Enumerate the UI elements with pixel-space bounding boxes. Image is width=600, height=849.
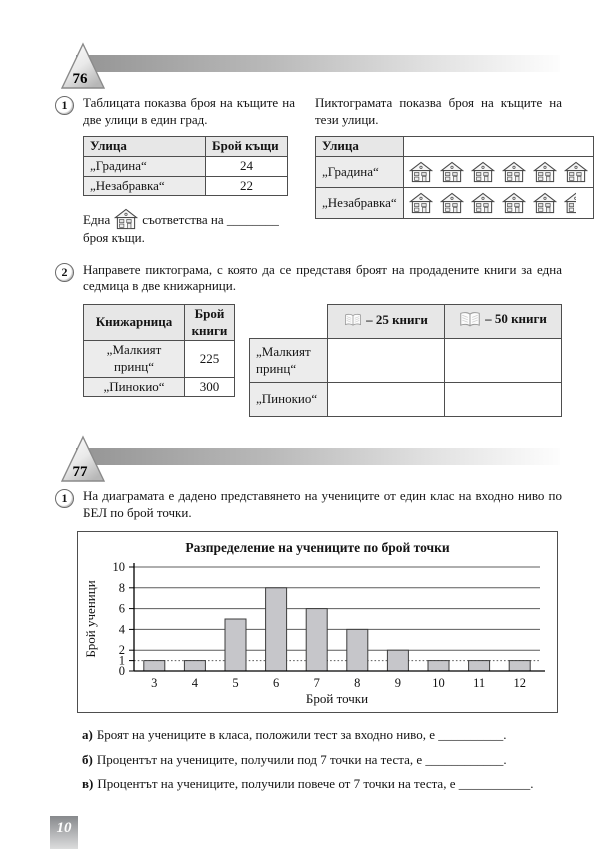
pictogram-row	[316, 187, 594, 218]
svg-text:Брой точки: Брой точки	[305, 690, 369, 706]
fill-in-text-after: съответства на ________ броя къщи.	[83, 212, 279, 246]
svg-text:9: 9	[394, 675, 402, 690]
chart-title: Разпределение на учениците по брой точки	[185, 540, 450, 556]
house-icon	[471, 192, 495, 214]
svg-text:1: 1	[118, 653, 125, 668]
svg-text:6: 6	[118, 601, 125, 616]
house-icon	[502, 192, 526, 214]
books-count-table	[83, 304, 235, 397]
template-shop-cell: „Пинокио“	[250, 383, 328, 417]
books-table-header-count: Брой книги	[185, 305, 235, 341]
template-empty-cell	[445, 339, 562, 383]
house-count-cell: 22	[206, 176, 288, 196]
books-table-header-shop: Книжарница	[84, 305, 185, 341]
house-icon	[471, 161, 495, 183]
house-icon	[440, 161, 464, 183]
house-icon	[564, 161, 588, 183]
street-name-cell: „Градина“	[84, 156, 206, 176]
question-b	[82, 752, 562, 769]
exercise-number-badge: 1	[55, 489, 74, 508]
question-a	[82, 727, 562, 744]
house-icon	[440, 192, 464, 214]
svg-text:3: 3	[151, 675, 158, 690]
houses-pictogram-table	[315, 136, 594, 219]
question-b-text: Процентът на учениците, получили под 7 точки на теста, е ____________.	[96, 751, 507, 767]
template-row	[250, 339, 562, 383]
svg-text:2: 2	[118, 642, 125, 657]
pictogram-template-table	[249, 304, 562, 417]
table-row	[84, 341, 235, 377]
table-row	[84, 156, 288, 176]
svg-text:10: 10	[112, 559, 125, 574]
chart-svg	[82, 559, 553, 707]
house-icon	[533, 161, 557, 183]
question-a-label: а)	[82, 727, 93, 743]
banner-76-number: 76	[72, 71, 88, 87]
house-icon	[114, 208, 138, 230]
shop-name-cell: „Малкият принц“	[84, 341, 185, 377]
banner-77	[55, 435, 562, 482]
house-icon	[409, 161, 433, 183]
houses-table-header-count: Брой къщи	[206, 137, 288, 157]
fill-in-sentence	[83, 208, 301, 247]
house-icon	[409, 192, 433, 214]
triangle-76-icon	[60, 42, 106, 90]
pictogram-header-street: Улица	[316, 137, 404, 157]
books-count-cell: 225	[185, 341, 235, 377]
book-icon	[459, 311, 481, 328]
pictogram-header-empty	[403, 137, 593, 157]
svg-text:4: 4	[191, 675, 199, 690]
template-empty-cell	[445, 383, 562, 417]
workbook-page	[0, 42, 600, 793]
fill-in-text-before: Една	[83, 212, 111, 228]
exercise-76-2	[55, 262, 562, 417]
page-number: 10	[50, 816, 78, 849]
question-v-label: в)	[82, 776, 94, 792]
exercise-77-1	[55, 488, 562, 521]
house-count-cell: 24	[206, 156, 288, 176]
exercise-number-badge: 2	[55, 263, 74, 282]
svg-text:8: 8	[118, 580, 125, 595]
houses-count-table	[83, 136, 288, 196]
svg-text:10: 10	[432, 675, 445, 690]
exercise-76-1-right-text: Пиктограмата показва броя на къщите на тези улици.	[315, 95, 562, 127]
svg-text:4: 4	[118, 621, 125, 636]
house-icon	[533, 192, 557, 214]
question-v-text: Процентът на учениците, получили повече от 7 точки на теста, е ___________.	[97, 776, 534, 792]
pictogram-street-cell: „Градина“	[316, 156, 404, 187]
svg-text:11: 11	[473, 675, 486, 690]
banner-76	[55, 42, 562, 89]
pictogram-houses-cell	[403, 156, 593, 187]
question-a-text: Броят на учениците в класа, положили тест за входно ниво, е __________.	[96, 727, 507, 743]
house-icon	[502, 161, 526, 183]
pictogram-houses-cell	[403, 187, 593, 218]
svg-text:12: 12	[513, 675, 526, 690]
table-row	[84, 377, 235, 397]
book-icon	[344, 313, 362, 327]
legend-25-label: – 25 книги	[366, 311, 428, 327]
template-empty-cell	[328, 383, 445, 417]
banner-gradient-bar	[76, 448, 560, 465]
template-shop-cell: „Малкият принц“	[250, 339, 328, 383]
exercise-76-2-text: Направете пиктограма, с която да се представя броят на продадените книги за една седмица в две книжарници.	[83, 261, 562, 294]
pictogram-row	[316, 156, 594, 187]
exercise-number-badge: 1	[55, 96, 74, 115]
banner-77-number: 77	[72, 464, 88, 480]
questions-list	[82, 727, 562, 793]
template-empty-cell	[328, 339, 445, 383]
exercise-77-1-text: На диаграмата е дадено представянето на учениците от един клас на входно ниво по БЕЛ по брой точки.	[83, 488, 562, 520]
houses-table-header-street: Улица	[84, 137, 206, 157]
svg-text:0: 0	[118, 663, 125, 678]
house-icon-inline	[110, 212, 142, 227]
exercise-76-1-left-text: Таблицата показва броя на къщите на две улици в един град.	[83, 95, 295, 127]
ghost-cell	[250, 305, 328, 339]
banner-gradient-bar	[76, 55, 560, 72]
half-house-icon	[564, 192, 577, 214]
exercise-76-1	[55, 95, 562, 247]
pictogram-street-cell: „Незабравка“	[316, 187, 404, 218]
triangle-77-icon	[60, 435, 106, 483]
legend-50-label: – 50 книги	[485, 310, 547, 326]
template-row	[250, 383, 562, 417]
shop-name-cell: „Пинокио“	[84, 377, 185, 397]
svg-text:7: 7	[313, 675, 320, 690]
books-count-cell: 300	[185, 377, 235, 397]
legend-25-books-cell	[328, 305, 445, 339]
street-name-cell: „Незабравка“	[84, 176, 206, 196]
svg-text:5: 5	[232, 675, 239, 690]
svg-text:Брой ученици: Брой ученици	[83, 579, 98, 658]
svg-text:8: 8	[354, 675, 361, 690]
question-v	[82, 776, 562, 793]
svg-text:6: 6	[272, 675, 280, 690]
legend-50-books-cell	[445, 305, 562, 339]
table-row	[84, 176, 288, 196]
bar-chart	[77, 531, 558, 713]
question-b-label: б)	[82, 751, 93, 767]
